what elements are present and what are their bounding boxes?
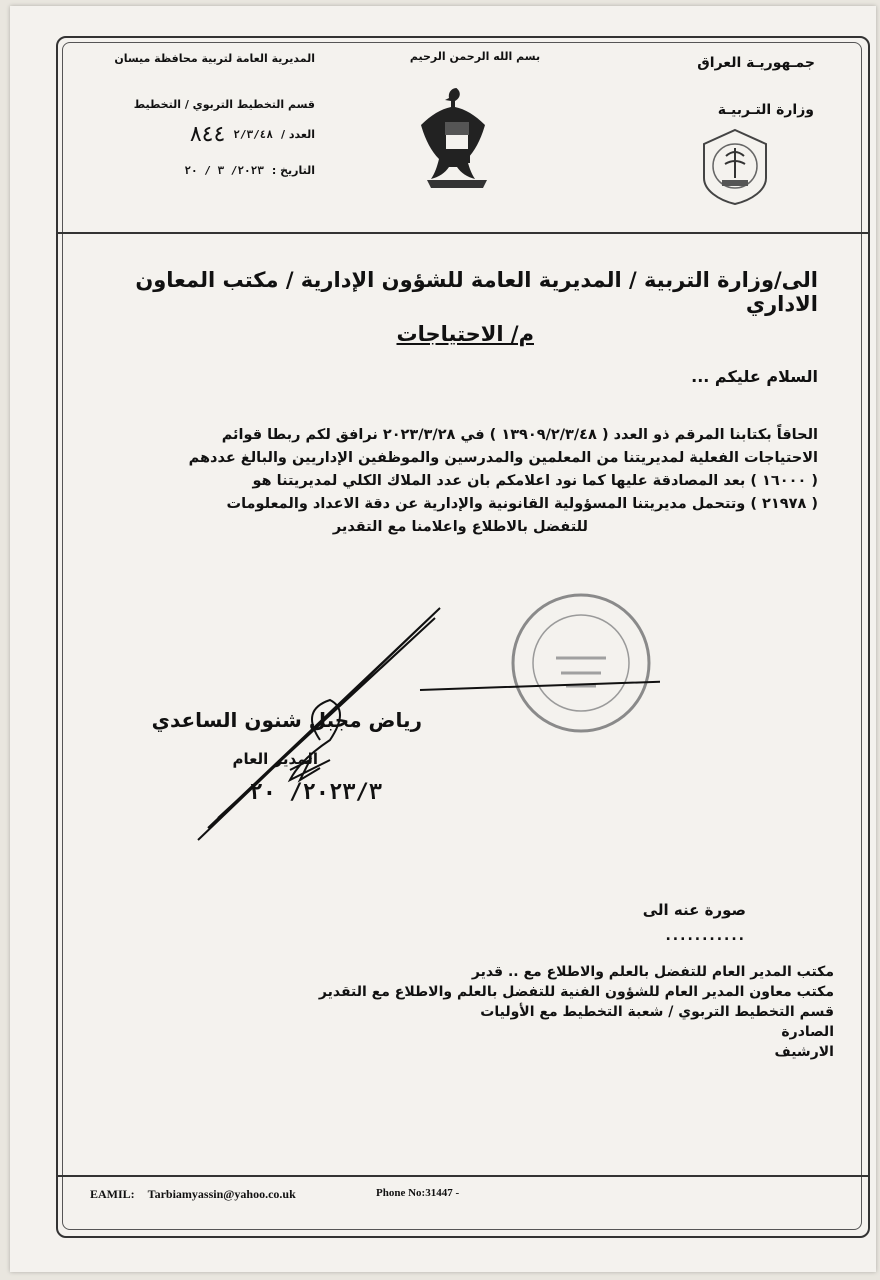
letter-date <box>184 164 315 177</box>
addressee-line: الى/وزارة التربية / المديرية العامة للشؤون الإدارية / مكتب المعاون الاداري <box>135 268 818 316</box>
ministry-name: وزارة التـربيـة <box>717 102 814 118</box>
phone-value: 31447 <box>425 1187 453 1199</box>
header-divider <box>56 232 870 234</box>
reference-handwritten: ٨٤٤ <box>189 122 226 147</box>
cc-item: الصادرة <box>781 1024 834 1040</box>
cc-dots: ........... <box>665 928 746 944</box>
republic-name: جمـهوريـة العراق <box>697 55 815 71</box>
ministry-logo-icon <box>698 126 772 206</box>
cc-heading: صورة عنه الى <box>642 901 746 919</box>
signatory-title: المدير العام <box>232 750 318 768</box>
body-line: ( ٢١٩٧٨ ) وتتحمل مديريتنا المسؤولية القانونية والإدارية عن دقة الاعداد والمعلومات <box>226 496 818 512</box>
footer-phone: Phone No:31447 - <box>376 1187 460 1199</box>
iraq-emblem-icon <box>412 80 502 195</box>
signature-date: ٢٠٢٣/٣/ ٢٠ <box>249 780 382 805</box>
reference-label: العدد / <box>281 128 315 141</box>
subject-line <box>397 322 535 346</box>
greeting: السلام عليكم ... <box>691 367 818 386</box>
body-line: ( ١٦٠٠٠ ) بعد المصادقة عليها كما نود اعلامكم بان عدد الملاك الكلي لمديريتنا هو <box>252 473 818 489</box>
cc-item: مكتب المدير العام للتفضل بالعلم والاطلاع مع .. قدير <box>471 964 834 980</box>
date-label: التاريخ : <box>271 164 315 177</box>
body-line: للتفضل بالاطلاع واعلامنا مع التقدير <box>332 519 588 535</box>
cc-list <box>184 962 834 1062</box>
body-line: الحاقاً بكتابنا المرقم ذو العدد ( ١٣٩٠٩/٢/٣/٤٨ ) في ٢٠٢٣/٣/٢٨ نرافق لكم ربطا قوائم <box>221 427 818 443</box>
date-value: ٢٠٢٣/ ٣ / ٢٠ <box>184 164 264 177</box>
cc-item: قسم التخطيط التربوي / شعبة التخطيط مع الأوليات <box>480 1004 834 1020</box>
cc-item: مكتب معاون المدير العام للشؤون الفنية للتفضل بالعلم والاطلاع مع التقدير <box>318 984 834 1000</box>
footer-divider <box>56 1175 870 1177</box>
reference-number <box>190 122 315 147</box>
footer-email <box>90 1187 296 1202</box>
signatory-name: رياض مجبل شنون الساعدي <box>151 708 422 732</box>
reference-value: ٢/٣/٤٨ <box>233 128 274 141</box>
phone-label: Phone No: <box>376 1187 426 1199</box>
email-value: Tarbiamyassin@yahoo.co.uk <box>147 1187 296 1201</box>
body-line: الاحتياجات الفعلية لمديريتنا من المعلمين والمدرسين والموظفين الإداريين والبالغ عددهم <box>188 450 818 466</box>
body-paragraph <box>58 424 818 539</box>
email-label: EAMIL: <box>90 1187 135 1201</box>
subject-text: م/ الاحتياجات <box>396 322 534 346</box>
department-name: قسم التخطيط التربوي / التخطيط <box>133 98 315 111</box>
basmala: بسم الله الرحمن الرحيم <box>409 50 541 63</box>
cc-item: الارشيف <box>774 1044 834 1060</box>
directorate-name: المديرية العامة لتربية محافظة ميسان <box>114 52 315 65</box>
